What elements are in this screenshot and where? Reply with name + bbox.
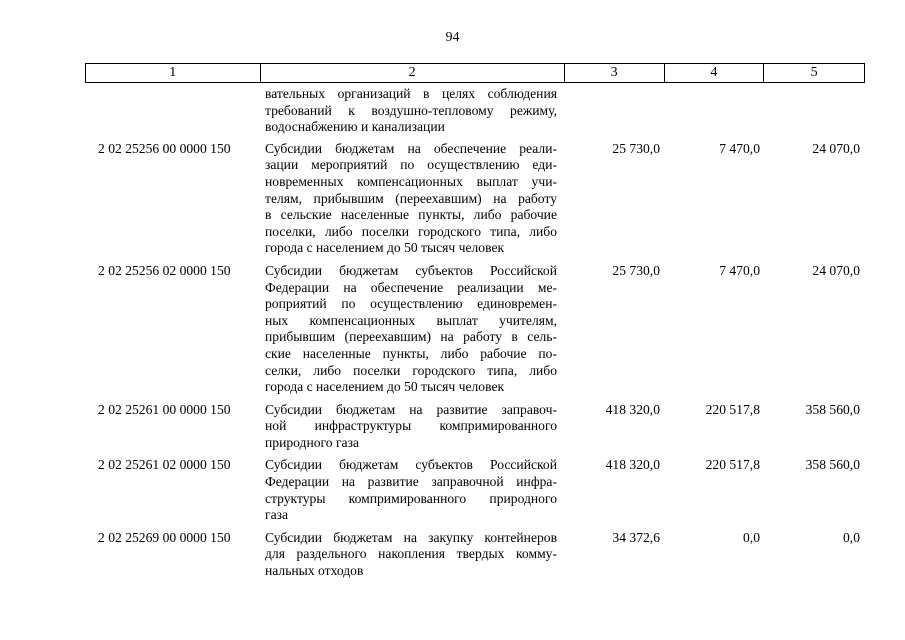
description-line: роприятий по осуществлению единовремен- bbox=[265, 296, 557, 312]
row-description bbox=[260, 457, 565, 523]
description-line: города с населением до 50 тысяч человек bbox=[265, 379, 505, 395]
description-line: требований к воздушно-тепловому режиму, bbox=[265, 102, 557, 118]
description-line: природного газа bbox=[265, 434, 359, 450]
description-line: Федерации на развитие заправочной инфра- bbox=[265, 474, 557, 490]
description-line: поселки, либо поселки городского типа, либо bbox=[265, 223, 557, 239]
row-code: 2 02 25269 00 0000 150 bbox=[98, 529, 231, 545]
description-line: телям, прибывшим (переехавшим) на работу bbox=[265, 190, 557, 206]
table-row bbox=[85, 141, 865, 257]
page-number: 94 bbox=[445, 30, 460, 45]
description-line: водоснабжению и канализации bbox=[265, 119, 445, 135]
table-row bbox=[85, 263, 865, 396]
description-line: для раздельного накопления твердых комму- bbox=[265, 546, 557, 562]
table-row bbox=[85, 402, 865, 452]
row-value-col4: 0,0 bbox=[743, 529, 760, 545]
table-header bbox=[85, 63, 865, 83]
row-description bbox=[260, 141, 565, 257]
row-value-col4: 220 517,8 bbox=[705, 401, 760, 417]
row-value-col5: 358 560,0 bbox=[805, 401, 860, 417]
row-value-col4: 7 470,0 bbox=[719, 262, 760, 278]
description-line: вательных организаций в целях соблюдения bbox=[265, 86, 557, 101]
header-col-2: 2 bbox=[261, 64, 565, 82]
table-body bbox=[85, 86, 865, 586]
row-value-col5: 24 070,0 bbox=[812, 140, 860, 156]
row-value-col4: 7 470,0 bbox=[719, 140, 760, 156]
header-col-3: 3 bbox=[565, 64, 665, 82]
description-line: города с населением до 50 тысяч человек bbox=[265, 240, 505, 256]
description-line: зации мероприятий по осуществлению еди- bbox=[265, 157, 557, 173]
description-line: Субсидии бюджетам на обеспечение реали- bbox=[265, 140, 557, 156]
row-value-col3: 25 730,0 bbox=[612, 140, 660, 156]
description-line: Субсидии бюджетам субъектов Российской bbox=[265, 262, 557, 278]
row-code: 2 02 25256 00 0000 150 bbox=[98, 140, 231, 156]
row-code: 2 02 25256 02 0000 150 bbox=[98, 262, 231, 278]
row-description bbox=[260, 402, 565, 452]
row-code bbox=[85, 86, 260, 136]
description-line: структуры компримированного природного bbox=[265, 490, 557, 506]
row-description bbox=[260, 86, 565, 136]
header-col-4: 4 bbox=[665, 64, 765, 82]
table-row-continuation bbox=[85, 86, 865, 136]
row-value-col3 bbox=[565, 86, 665, 136]
description-line: прибывшим (переехавшим) на работу в сель- bbox=[265, 329, 557, 345]
row-value-col4 bbox=[665, 86, 765, 136]
row-code: 2 02 25261 02 0000 150 bbox=[98, 457, 231, 473]
row-value-col5: 24 070,0 bbox=[812, 262, 860, 278]
description-line: газа bbox=[265, 507, 289, 523]
description-line: нальных отходов bbox=[265, 563, 364, 579]
row-value-col3: 34 372,6 bbox=[612, 529, 660, 545]
description-line: Федерации на обеспечение реализации ме- bbox=[265, 279, 557, 295]
row-value-col3: 418 320,0 bbox=[605, 401, 660, 417]
row-value-col3: 418 320,0 bbox=[605, 457, 660, 473]
header-col-1: 1 bbox=[86, 64, 261, 82]
description-line: Субсидии бюджетам субъектов Российской bbox=[265, 457, 557, 473]
description-line: ных компенсационных выплат учителям, bbox=[265, 312, 557, 328]
row-value-col5: 358 560,0 bbox=[805, 457, 860, 473]
row-value-col5 bbox=[765, 86, 865, 136]
description-line: ной инфраструктуры компримированного bbox=[265, 418, 557, 434]
row-description bbox=[260, 263, 565, 396]
description-line: Субсидии бюджетам на закупку контейнеров bbox=[265, 529, 557, 545]
description-line: новременных компенсационных выплат учи- bbox=[265, 173, 557, 189]
row-value-col5: 0,0 bbox=[843, 529, 860, 545]
row-value-col4: 220 517,8 bbox=[705, 457, 760, 473]
description-line: ские населенные пункты, либо рабочие по- bbox=[265, 345, 557, 361]
description-line: в сельские населенные пункты, либо рабочие bbox=[265, 207, 557, 223]
row-value-col3: 25 730,0 bbox=[612, 262, 660, 278]
header-col-5: 5 bbox=[810, 65, 818, 80]
row-description bbox=[260, 530, 565, 580]
row-code: 2 02 25261 00 0000 150 bbox=[98, 401, 231, 417]
table-row bbox=[85, 530, 865, 580]
description-line: Субсидии бюджетам на развитие заправоч- bbox=[265, 401, 557, 417]
description-line: селки, либо поселки городского типа, либо bbox=[265, 362, 557, 378]
table-row bbox=[85, 457, 865, 523]
